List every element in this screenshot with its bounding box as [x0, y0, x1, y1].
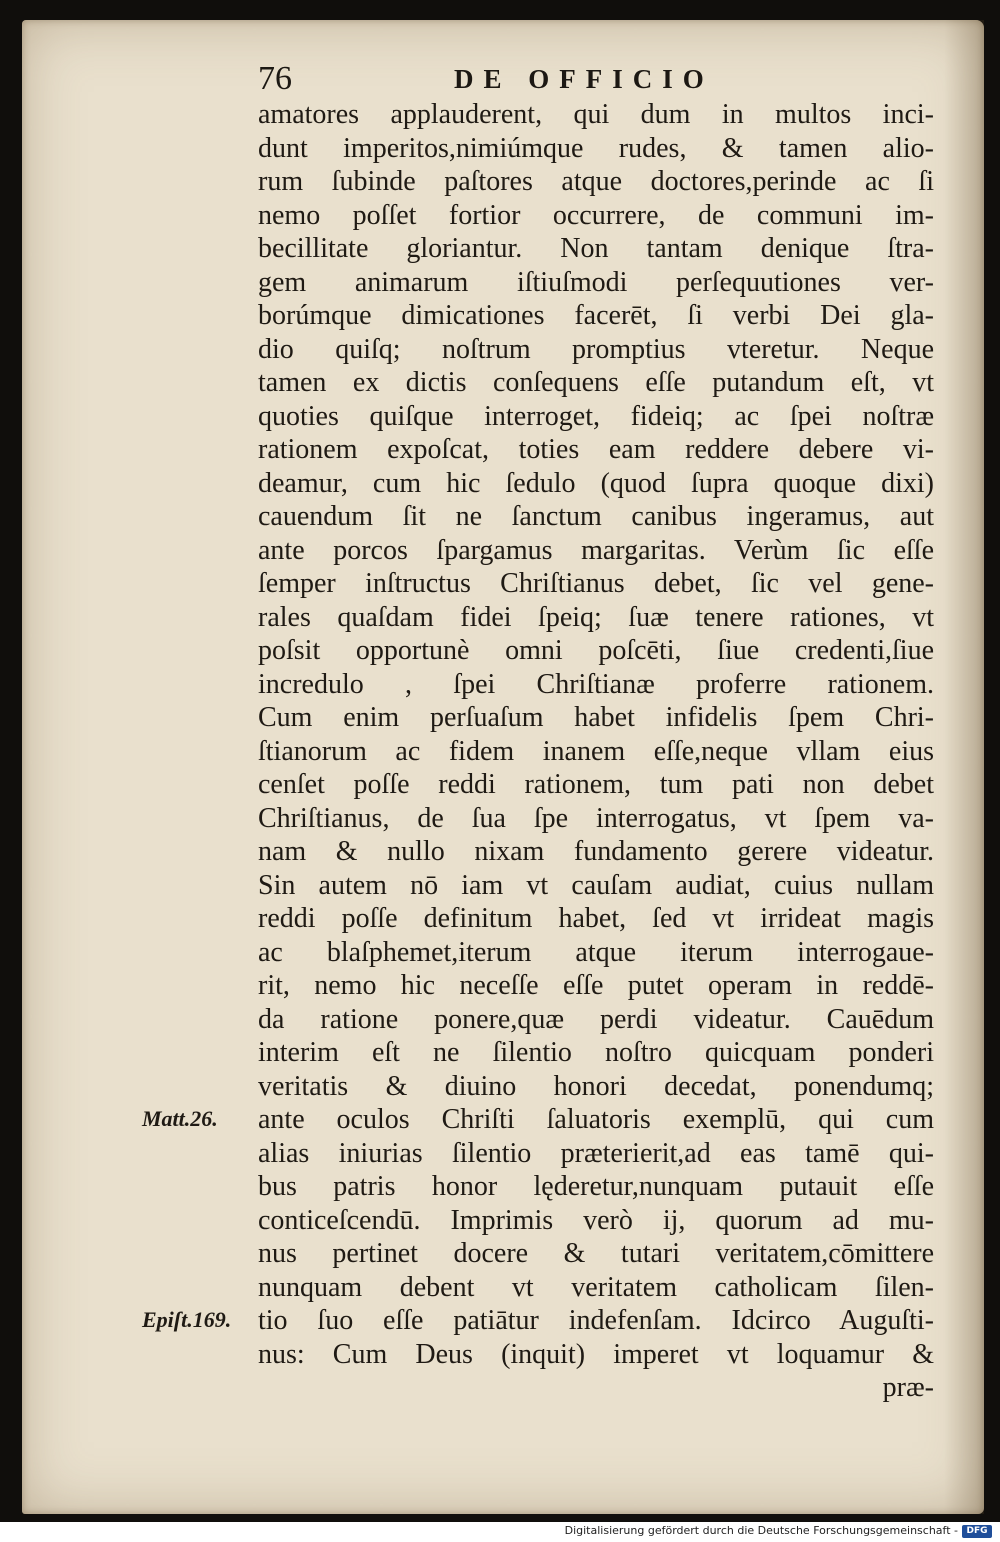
footer-credit: Digitalisierung gefördert durch die Deutsche Forschungsgemeinschaft -	[564, 1524, 958, 1537]
text-line: nus: Cum Deus (inquit) imperet vt loquamur &	[258, 1338, 934, 1370]
text-line: ſtianorum ac fidem inanem eſſe,neque vllam eius	[258, 735, 934, 767]
text-line: cauendum ſit ne ſanctum canibus ingeramus, aut	[258, 501, 934, 532]
page-header	[258, 62, 938, 98]
text-line: interim eſt ne ſilentio noſtro quicquam ponderi	[258, 1037, 934, 1068]
text-line: nunquam debent vt veritatem catholicam ſilen-	[258, 1271, 934, 1303]
text-line: alias iniurias ſilentio præterierit,ad eas tamē qui-	[258, 1137, 934, 1169]
text-line: reddi poſſe definitum habet, ſed vt irrideat magis	[258, 903, 934, 934]
margin-note: Epiſt.169.	[142, 1307, 232, 1332]
text-line: dunt imperitos,nimiúmque rudes, & tamen alio-	[258, 132, 934, 164]
text-line: amatores applauderent, qui dum in multos inci-	[258, 99, 934, 130]
text-line: rales quaſdam fidei ſpeiq; ſuæ tenere rationes, vt	[258, 601, 934, 633]
text-line: poſsit opportunè omni poſcēti, ſiue credenti,ſiue	[258, 635, 934, 666]
body-text	[258, 98, 934, 1405]
text-line: nemo poſſet fortior occurrere, de communi im-	[258, 199, 934, 231]
text-line: conticeſcendū. Imprimis verò ij, quorum ad mu-	[258, 1204, 934, 1236]
text-line: ante oculos Chriſti ſaluatoris exemplū, qui cum	[258, 1104, 934, 1135]
text-line: becillitate gloriantur. Non tantam denique ſtra-	[258, 233, 934, 264]
text-line: rationem expoſcat, toties eam reddere debere vi-	[258, 434, 934, 465]
text-line: tamen ex dictis conſequens eſſe putandum eſt, vt	[258, 367, 934, 398]
text-line: borúmque dimicationes facerēt, ſi verbi Dei gla-	[258, 300, 934, 331]
text-line: ante porcos ſpargamus margaritas. Verùm ſic eſſe	[258, 534, 934, 566]
text-line: Sin autem nō iam vt cauſam audiat, cuius nullam	[258, 869, 934, 901]
text-line: da ratione ponere,quæ perdi videatur. Cauēdum	[258, 1003, 934, 1035]
footer-bar	[0, 1522, 1000, 1542]
text-line: gem animarum iſtiuſmodi perſequutiones ver-	[258, 266, 934, 298]
text-line: ac blaſphemet,iterum atque iterum interrogaue-	[258, 936, 934, 968]
running-title: DE OFFICIO	[454, 64, 714, 94]
text-line: cenſet poſſe reddi rationem, tum pati non debet	[258, 769, 934, 800]
text-line: nam & nullo nixam fundamento gerere videatur.	[258, 836, 934, 867]
page-number: 76	[258, 60, 292, 97]
text-line: bus patris honor lęderetur,nunquam putauit eſſe	[258, 1171, 934, 1202]
text-line: quoties quiſque interroget, fideiq; ac ſpei noſtræ	[258, 400, 934, 432]
text-line: Cum enim perſuaſum habet infidelis ſpem Chri-	[258, 702, 934, 733]
text-line: rit, nemo hic neceſſe eſſe putet operam in reddē-	[258, 970, 934, 1001]
text-line: dio quiſq; noſtrum promptius vteretur. Neque	[258, 333, 934, 365]
text-line: nus pertinet docere & tutari veritatem,cōmittere	[258, 1238, 934, 1269]
text-line: tio ſuo eſſe patiātur indefenſam. Idcirco Auguſti-	[258, 1305, 934, 1336]
text-line: veritatis & diuino honori decedat, ponendumq;	[258, 1070, 934, 1102]
text-line: Chriſtianus, de ſua ſpe interrogatus, vt ſpem va-	[258, 802, 934, 834]
text-line: deamur, cum hic ſedulo (quod ſupra quoque dixi)	[258, 467, 934, 499]
dfg-logo: DFG	[962, 1525, 992, 1538]
text-line: præ-	[882, 1372, 934, 1403]
text-line: ſemper inſtructus Chriſtianus debet, ſic vel gene-	[258, 568, 934, 599]
margin-note: Matt.26.	[142, 1106, 218, 1131]
text-line: rum ſubinde paſtores atque doctores,perinde ac ſi	[258, 166, 934, 197]
text-line: incredulo , ſpei Chriſtianæ proferre rationem.	[258, 668, 934, 700]
